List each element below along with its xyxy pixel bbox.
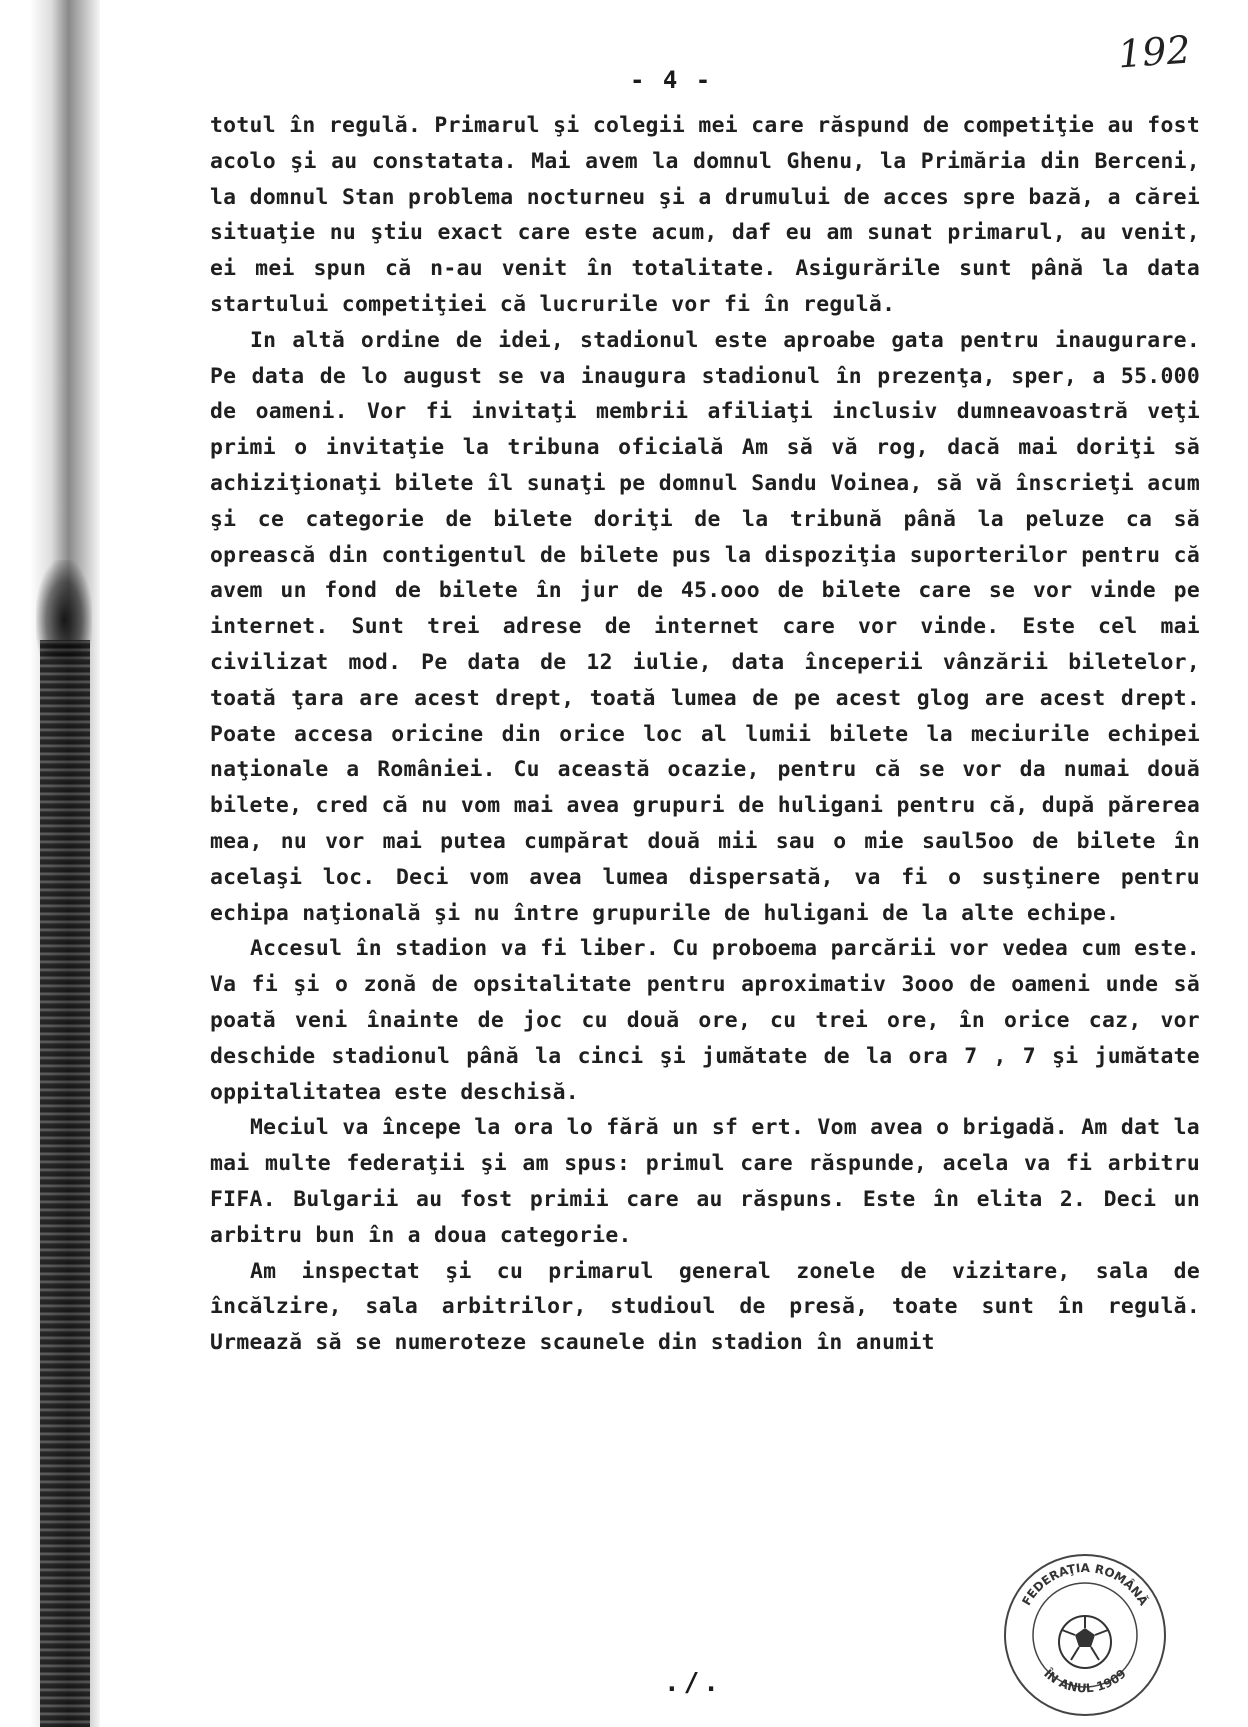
- svg-text:ÎN ANUL 1909: ÎN ANUL 1909: [1041, 1666, 1129, 1696]
- scan-binding-edge: [40, 640, 90, 1727]
- federation-stamp: [1000, 1550, 1170, 1720]
- football-seal-icon: [1000, 1550, 1170, 1720]
- paragraph-stadium-access: Accesul în stadion va fi liber. Cu proboema parcării vor vedea cum este. Va fi şi o zonă de opsitalitate pentru aproximativ 3ooo de oameni unde să poată veni înainte de joc cu două ore, cu trei ore, în orice caz, vor deschide stadionul până la cinci şi jumătate de la ora 7 , 7 şi jumătate oppitalitatea este deschisă.: [210, 936, 1200, 1105]
- folio-number: 192: [1116, 27, 1192, 77]
- page-number: - 4 -: [630, 66, 713, 94]
- paragraph-stadium-inauguration: In altă ordine de idei, stadionul este aproabe gata pentru inaugurare. Pe data de lo august se va inaugura stadionul în prezenţa, sper, a 55.000 de oameni. Vor fi invitaţi membrii afiliaţi inclusiv dumneavoastră veţi primi o invitaţie la tribuna oficială Am să vă rog, dacă mai doriţi să achiziţionaţi bilete îl sunaţi pe domnul Sandu Voinea, să vă înscrieţi acum şi ce categorie de bilete doriţi de la tribună până la peluze ca să oprească din contigentul de bilete pus la dispoziţia suporterilor pentru că avem un fond de bilete în jur de 45.ooo de bilete care se vor vinde pe internet. Sunt trei adrese de internet care vor vinde. Este cel mai civilizat mod. Pe data de 12 iulie, data începerii vânzării biletelor, toată ţara are acest drept, toată lumea de pe acest glog are acest drept. Poate accesa oricine din orice loc al lumii bilete la meciurile echipei naţionale a României. Cu această ocazie, pentru că se vor da numai două bilete, cred că nu vom mai avea grupuri de huligani pentru că, după părerea mea, nu vor mai putea cumpărat două mii sau o mie saul5oo de bilete în acelaşi loc. Deci vom avea lumea dispersată, va fi o susţinere pentru echipa naţională şi nu între grupurile de huligani de la alte echipe.: [210, 327, 1200, 926]
- svg-text:FEDERAŢIA ROMÂNĂ: FEDERAŢIA ROMÂNĂ: [1019, 1560, 1151, 1608]
- document-body: [210, 108, 1200, 1361]
- continuation-mark: ./.: [664, 1668, 723, 1698]
- paragraph-continuation: totul în regulă. Primarul şi colegii mei care răspund de competiţie au fost acolo şi au constatata. Mai avem la domnul Ghenu, la Primăria din Berceni, la domnul Stan problema nocturneu şi a drumului de acces spre bază, a cărei situaţie nu ştiu exact care este acum, daf eu am sunat primarul, au venit, ei mei spun că n-au venit în totalitate. Asigurările sunt până la data startului competiţiei că lucrurile vor fi în regulă.: [210, 113, 1200, 317]
- paragraph-match-referee: Meciul va începe la ora lo fără un sf ert. Vom avea o brigadă. Am dat la mai multe federaţii şi am spus: primul care răspunde, acela va fi arbitru FIFA. Bulgarii au fost primii care au răspuns. Este în elita 2. Deci un arbitru bun în a doua categorie.: [210, 1115, 1200, 1248]
- paragraph-inspection: Am inspectat şi cu primarul general zonele de vizitare, sala de încălzire, sala arbitrilor, studioul de presă, toate sunt în regulă. Urmează să se numeroteze scaunele din stadion în anumit: [210, 1258, 1200, 1356]
